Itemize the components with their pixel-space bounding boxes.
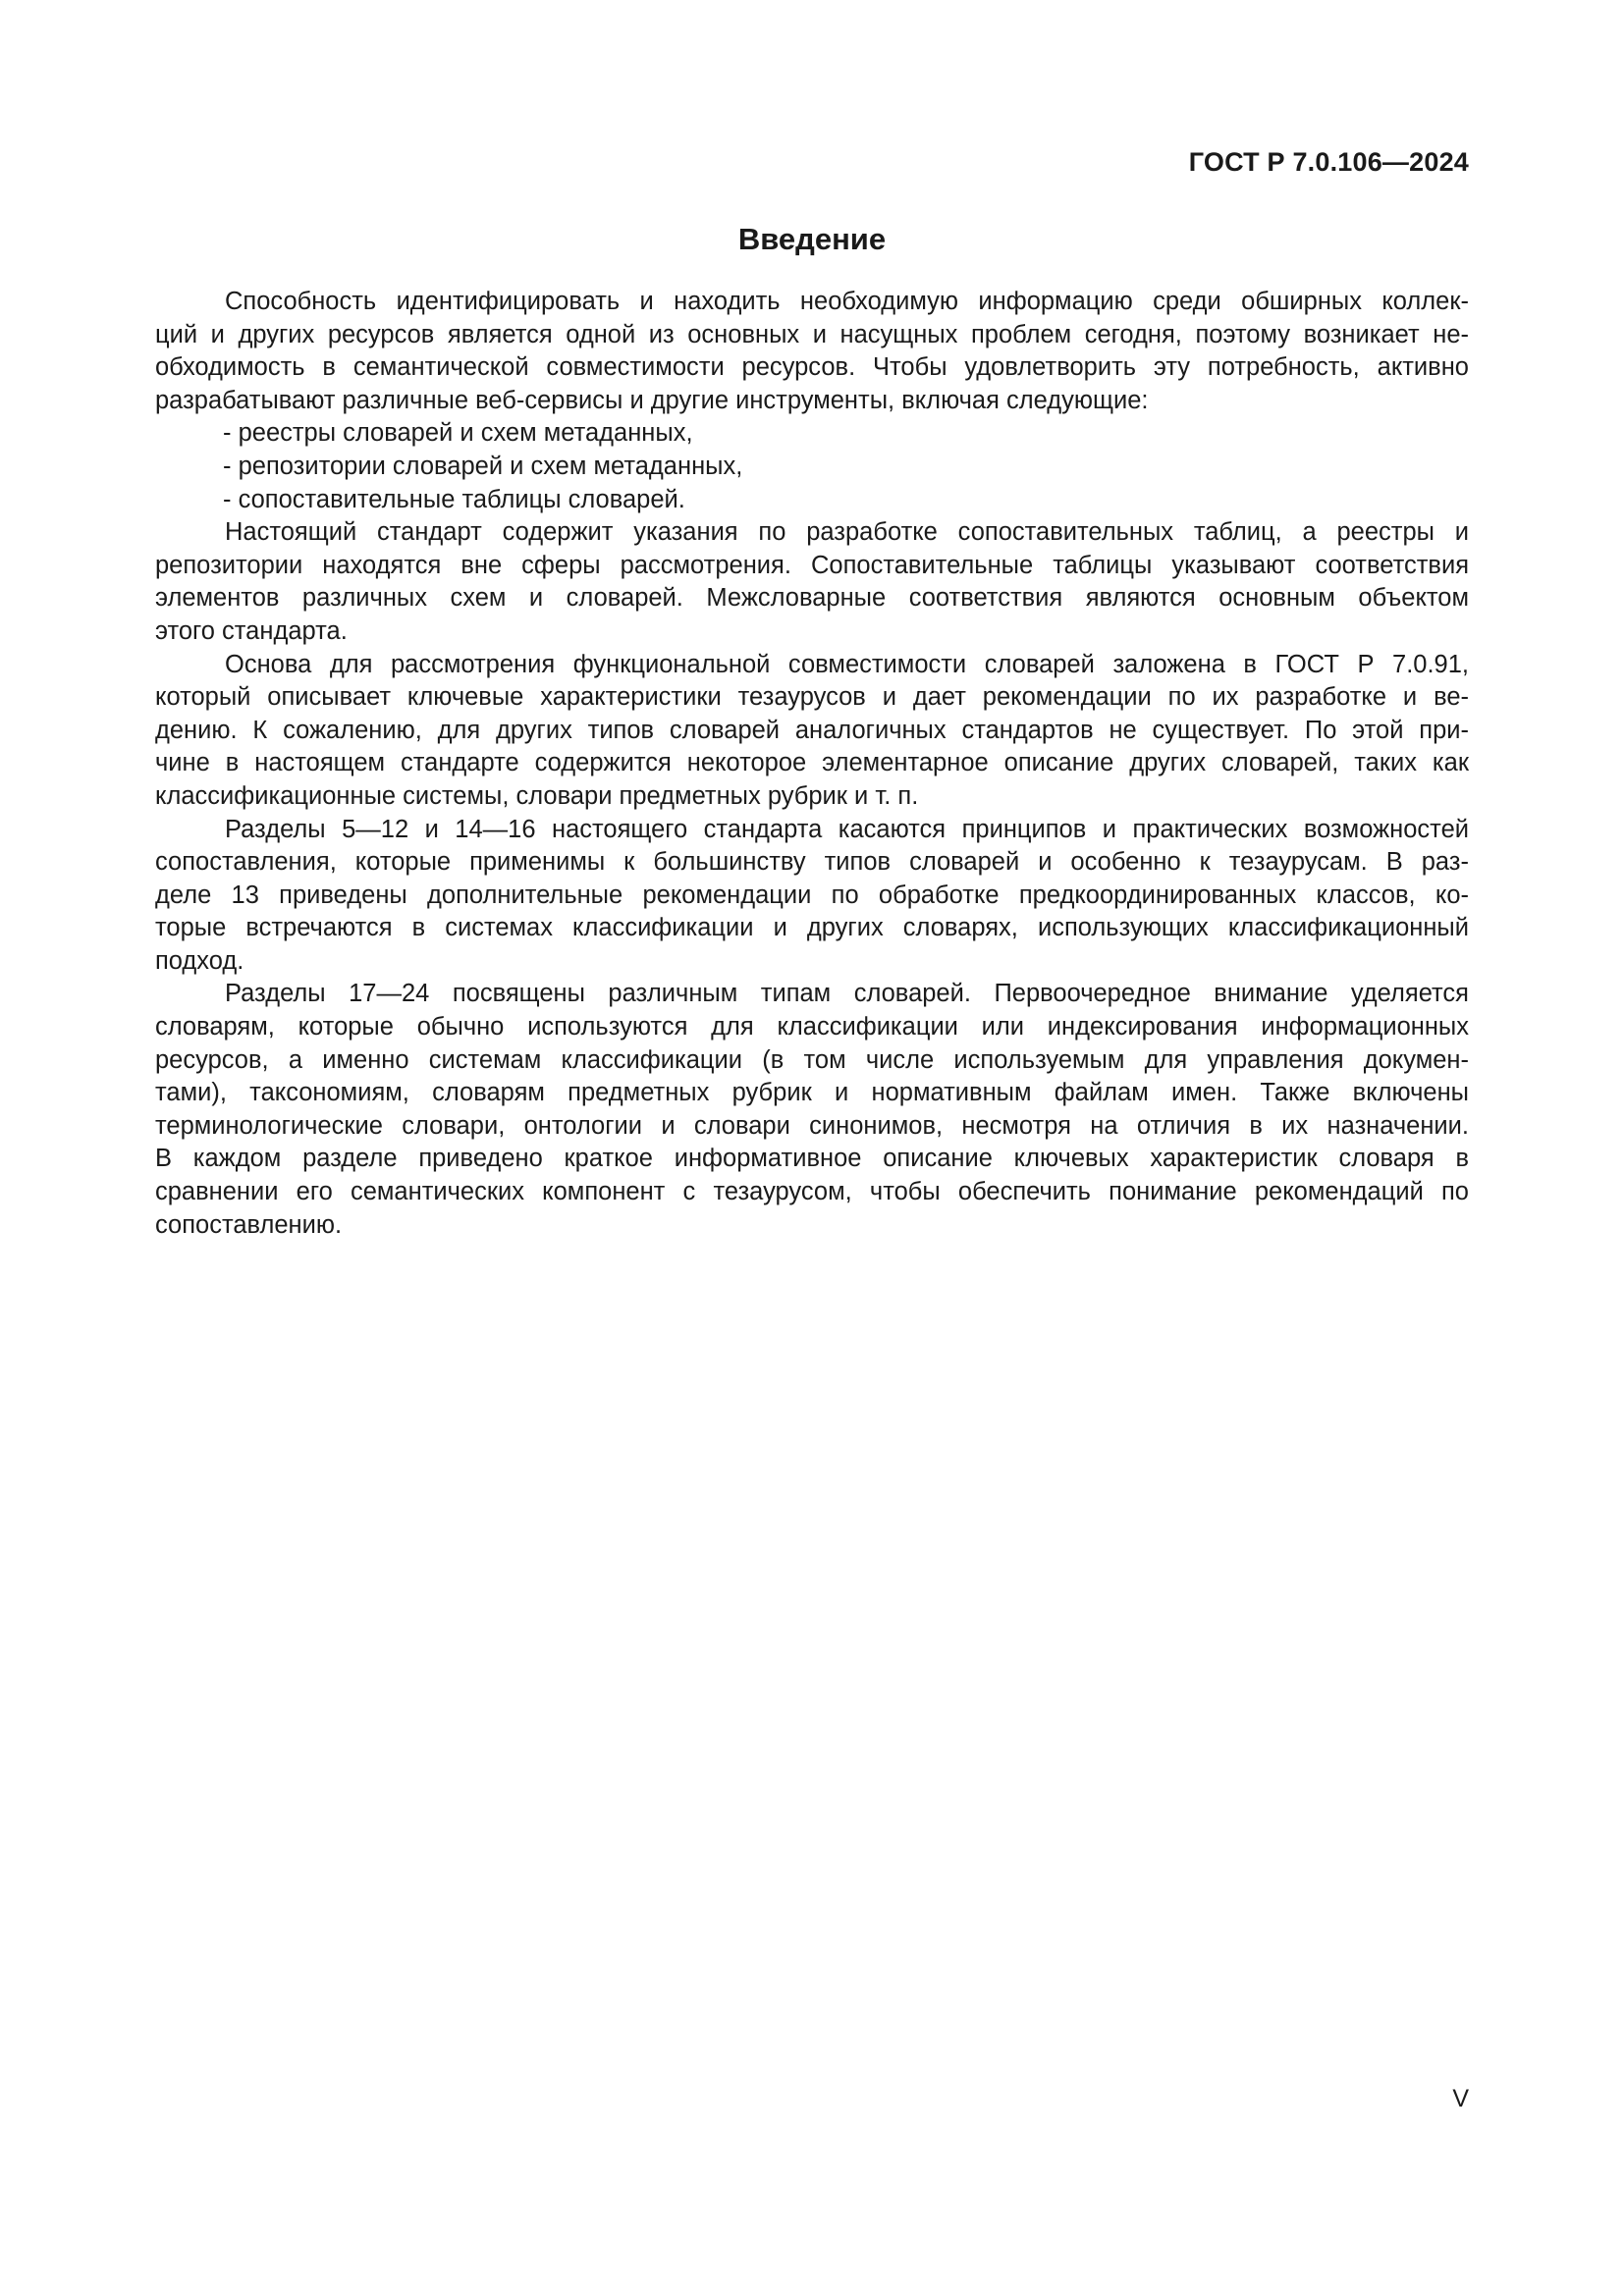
text-line: сопоставлению. xyxy=(155,1210,343,1239)
text-line: Настоящий стандарт содержит указания по разработке сопоставительных таблиц, а реестры и xyxy=(225,518,1469,547)
text-line: ресурсов, а именно системам классификации (в том числе используемым для управления докумен- xyxy=(155,1045,1469,1074)
text-line: В каждом разделе приведено краткое информативное описание ключевых характеристик словаря в xyxy=(155,1145,1469,1173)
list-item: - реестры словарей и схем метаданных, xyxy=(223,419,693,448)
page-number: V xyxy=(1452,2085,1469,2112)
text-line: сопоставления, которые применимы к большинству типов словарей и особенно к тезаурусам. В раз- xyxy=(155,848,1469,877)
section-title: Введение xyxy=(737,222,887,256)
text-line: репозитории находятся вне сферы рассмотрения. Сопоставительные таблицы указывают соответствия xyxy=(155,551,1469,579)
body-text xyxy=(155,286,1469,1242)
text-line: подход. xyxy=(155,946,244,975)
text-line: сравнении его семантических компонент с тезаурусом, чтобы обеспечить понимание рекомендаций по xyxy=(155,1178,1469,1206)
text-line: дению. К сожалению, для других типов словарей аналогичных стандартов не существует. По этой при- xyxy=(155,716,1469,744)
text-line: словарям, которые обычно используются для классификации или индексирования информационных xyxy=(155,1013,1469,1041)
text-line: чине в настоящем стандарте содержится некоторое элементарное описание других словарей, таких как xyxy=(155,749,1469,777)
text-line: ций и других ресурсов является одной из основных и насущных проблем сегодня, поэтому возникает не- xyxy=(155,320,1469,348)
text-line: тами), таксономиям, словарям предметных рубрик и нормативным файлам имен. Также включены xyxy=(155,1079,1469,1107)
text-line: который описывает ключевые характеристики тезаурусов и дает рекомендации по их разработке и ве- xyxy=(155,683,1469,712)
text-line: терминологические словари, онтологии и словари синонимов, несмотря на отличия в их назначении. xyxy=(155,1111,1469,1140)
document-designation: ГОСТ Р 7.0.106—2024 xyxy=(1188,147,1469,177)
text-line: Разделы 17—24 посвящены различным типам словарей. Первоочередное внимание уделяется xyxy=(225,980,1469,1008)
text-line: обходимость в семантической совместимости ресурсов. Чтобы удовлетворить эту потребность, активно xyxy=(155,353,1469,382)
list-item: - сопоставительные таблицы словарей. xyxy=(223,485,685,513)
text-line: деле 13 приведены дополнительные рекомендации по обработке предкоординированных классов, ко- xyxy=(155,881,1469,909)
text-line: Разделы 5—12 и 14—16 настоящего стандарта касаются принципов и практических возможностей xyxy=(225,815,1469,843)
text-line: элементов различных схем и словарей. Межсловарные соответствия являются основным объектом xyxy=(155,584,1469,613)
text-line: Основа для рассмотрения функциональной совместимости словарей заложена в ГОСТ Р 7.0.91, xyxy=(225,650,1469,678)
text-line: торые встречаются в системах классификации и других словарях, использующих классификационный xyxy=(155,914,1469,942)
text-line: разрабатывают различные веб-сервисы и другие инструменты, включая следующие: xyxy=(155,386,1149,414)
list-item: - репозитории словарей и схем метаданных, xyxy=(223,452,743,480)
text-line: классификационные системы, словари предметных рубрик и т. п. xyxy=(155,781,919,810)
text-line: этого стандарта. xyxy=(155,616,348,645)
text-line: Способность идентифицировать и находить необходимую информацию среди обширных коллек- xyxy=(225,288,1469,315)
